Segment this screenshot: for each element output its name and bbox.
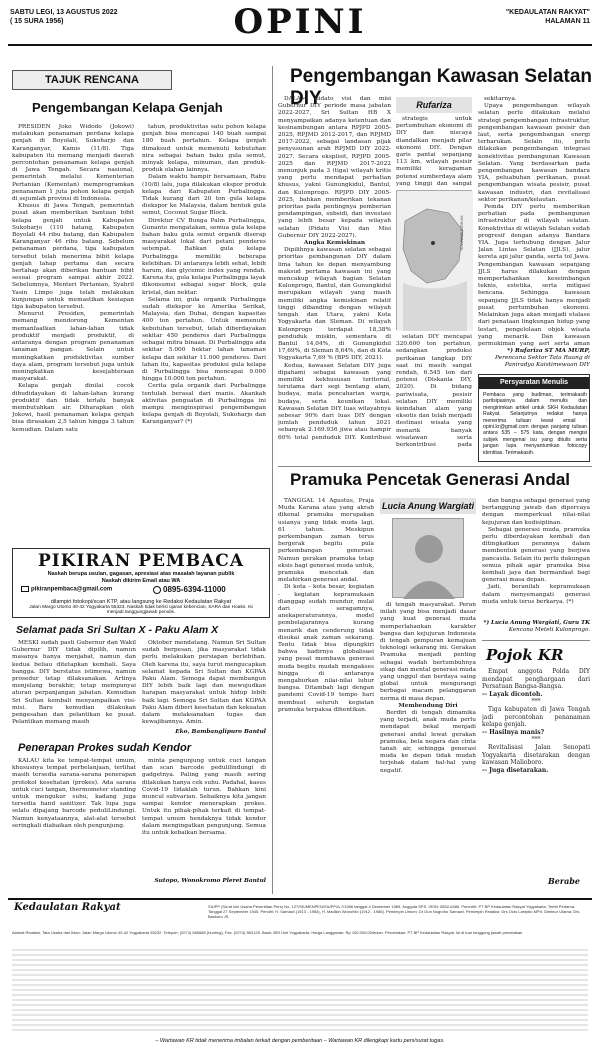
pojok-signature: Berabe bbox=[548, 876, 580, 886]
pikiran-line-3: dilampiri fotokopi/scan KTP, atau langsung ke Redaksi Kedaulatan Rakyat bbox=[50, 599, 232, 605]
letter1-author: Eko, Bambanglipuro Bantul bbox=[175, 729, 266, 735]
pojok-items bbox=[482, 668, 590, 868]
tajuk-title: Pengembangan Kelapa Genjah bbox=[32, 100, 223, 115]
main-col-3 bbox=[478, 96, 590, 346]
section-masthead: OPINI bbox=[233, 2, 367, 42]
pikiran-email-text: pikiranpembaca@gmail.com bbox=[31, 586, 113, 593]
tajuk-col-2 bbox=[142, 124, 266, 542]
pojok-response: -- Layak dicontoh. bbox=[482, 690, 543, 698]
tajuk-tag: TAJUK RENCANA bbox=[12, 70, 172, 90]
main-para: sekitarnya. bbox=[484, 96, 517, 102]
pramuka-col-1 bbox=[278, 498, 374, 890]
header-rule bbox=[8, 44, 592, 46]
tajuk-para: PRESIDEN Joko Widodo (Jokowi) melakukan penanaman perdana kelapa genjah di Boyolali, Sukoharjo dan Karanganyar, Kamis (11/8). Tiga kabupaten itu memang menjadi daerah percontohan penanaman kelapa genjah di Jawa Tengah. Secara nasional, pemerintah melalui Kementerian Pertanian (Kementan) memprogramkan penanaman 1 juta pohon kelapa genjah di sejumlah provinsi di Indonesia. bbox=[12, 124, 134, 203]
letter2-author: Sutopo, Wonokromo Pleret Bantul bbox=[154, 878, 266, 884]
header-page-number: HALAMAN 11 bbox=[545, 18, 590, 25]
header-date-hijri: ( 15 SURA 1956) bbox=[10, 18, 64, 25]
main-col-2b bbox=[396, 334, 472, 448]
photo-credit: KR-BUDI MAWANGI bbox=[459, 215, 464, 251]
pojok-separator: *** bbox=[531, 698, 541, 706]
pojok-rule bbox=[482, 640, 590, 641]
header-date-line: SABTU LEGI, 13 AGUSTUS 2022 bbox=[10, 9, 118, 16]
main-para: Pemda DIY perlu memberikan perhatian pada pembangunan infrastruktur di wilayah selatan. Konektivitas di wilayah Selatan sudah progresif dengan adanya Bandara YIA. Juga terhubung dengan Jalur Jalan Lintas Selatan (JJLS), jalur kereta api jalur ganda, serta tol Jawa. Pengembangan kawasan sepanjang JJLS harus dilakukan dengan mempertahankan keseimbangan teknis, estetika, serta mitigasi bencana. Sehingga kawasan sepanjang JJLS tidak hanya menjadi pusat pertumbuhan ekonomi. Melainkan juga akan menjadi etalase dari penataan lingkungan hidup yang lestari, pengelolaan objek wisata yang menarik. Dan kawasan permukiman yang asri serta aman bbox=[478, 204, 590, 346]
main-title: Pengembangan Kawasan Selatan DIY bbox=[290, 66, 592, 109]
map-image bbox=[396, 190, 472, 330]
main-col-2a bbox=[396, 116, 472, 186]
pramuka-rule bbox=[278, 466, 592, 467]
header-brand-name: "KEDAULATAN RAKYAT" bbox=[505, 9, 590, 16]
pojok-item: Revitalisasi Jalan Senopati Yogyakarta disetarakan dengan kawasan Malioboro. bbox=[482, 743, 590, 767]
writing-requirements-title: Persyaratan Menulis bbox=[479, 377, 589, 389]
letter2-para: minta pengunjung untuk cuci tangan dan scan barcode pedulilindungi di gadgetnya. Paling yang masih sering dilakukan hanya cek suhu. Padahal, kasus Covid-19 tidaklah turun. Bahkan kini muncul subvarian. Sebaiknya kita jangan sampai kendor menerapkan prokes. Untuk itu pihak-pihak terkait di tempat-tempat umum hendaknya tidak kendor dalam mengingatkan pengunjung. Semua itu untuk kebaikan bersama. bbox=[142, 758, 266, 837]
tajuk-para: Selama ini, gula organik Purbalingga sudah diekspor ke Amerika Serikat, Malaysia, dan Dubai, dengan kapasitas 400 ton pertahun. Untuk memenuhi kebutuhan tersebut, telah diberdayakan sekitar 450 penderes dari Purbalingga sebagai mitra binaan. Di Purbalingga ada sekitar 5.000 hektar lahan tanaman kelapa dan sekitar 11.000 penderes. Dari lahan itu, kapasitas produksi gula kelapa di Purbalingga bisa mencapai 9.000 hingga 10.000 ton pertahun. bbox=[142, 296, 266, 383]
main-col-1 bbox=[278, 96, 391, 448]
pikiran-pembaca-title: PIKIRAN PEMBACA bbox=[37, 551, 245, 571]
tajuk-para: Khusus di Jawa Tengah, pemerintah pusat akan memberikan bantuan bibit kelapa genjah untuk Kabupaten Sukoharjo (110 batang, Kabupaten Boyolali 44 ribu batang, dan Kabupaten Karanganyar 46 ribu batang. Sebelum penanaman perdana, tiga kabupaten tersebut telah menerima bibit kelapa genjah tahap pertama dan secara bertahap akan diberikan bantuan bibit sesuai program sampai akhir 2022. Sebelumnya, Menteri Pertanian, Syahril Yasin Limpo juga telah melakukan kunjungan untuk memastikan kesiapan tiga kabupaten tersebut. bbox=[12, 203, 134, 311]
main-para: Upaya pengembangan wilayah selatan perlu dilakukan melalui strategi pengembangan infrastruktur, pengembangan kawasan pesisir dan laut, serta pengembangan energi terbarukan. Selain itu, perlu dilakukan pengembangan integrasi konektivitas pembangunan Kawasan Selatan. Yang berdasarkan pada pengembangan kawasan bandara YIA, peluabuhan perikanan, pusat pengembangan wisata pesisir, pusat kawasan industri, dan revitalisasi sektor perikanan/kelautan. bbox=[478, 103, 590, 203]
pojok-response: -- Juga disetarakan. bbox=[482, 766, 549, 774]
main-para: selatan DIY mencapai 320.600 ton pertahun, sedangkan produksi perikanan tangkap DIY saat ini masih sangat rendah, 6.545 ton dari potensi (Diskanla DIY, 2020). Di bidang pariwisata, pesisir selatan DIY memiliki keindahan alam yang eksotis dan telah menjadi destinasi wisata yang menarik banyak wisatawan serta berkontribusi pada bbox=[396, 334, 472, 448]
footer-imprint bbox=[8, 898, 592, 1038]
pramuka-author bbox=[482, 620, 590, 634]
letter1-col-1 bbox=[12, 640, 136, 736]
letter1-title: Selamat pada Sri Sultan X - Paku Alam X bbox=[16, 624, 219, 636]
pikiran-pembaca-box bbox=[12, 548, 270, 618]
pramuka-title: Pramuka Pencetak Generasi Andal bbox=[290, 470, 571, 489]
main-para: Kedua, kawasan Selatan DIY juga dipahami sebagai kawasan yang memiliki kekhususan teritorial, terutama dari segi bentang alam, budaya, mata pencaharian warga, budaya, serta keunikan lokal. Kawasan Selatan DIY luas wilayahnya sebesar 90% dari luas DIY dengan jumlah penduduk tahun 2021 sebanyak 2.169.936 jiwa atau hampir 60% total penduduk DIY. Kontribusi bbox=[278, 362, 391, 441]
main-subhead: Angka Kemiskinan bbox=[303, 240, 366, 247]
footer-fine-print bbox=[12, 946, 588, 1032]
pojok-item: Empat anggota Polda DIY mendapat penghargaan dari Persatuan Bangsa-Bangsa. bbox=[482, 668, 590, 691]
letter2-col-2 bbox=[142, 758, 266, 876]
pramuka-col-2 bbox=[380, 602, 476, 890]
pramuka-para: Jadi, beranilah kepramukaan dalam menyemangati generasi muda untuk terus berkarya. (*) bbox=[482, 584, 590, 605]
footer-text-2: Alamat Redaksi, Tata Usaha dan Iklan: Jalan Margo Utomo 40-42 Yogyakarta 55232. Telepon: (0274) 565685 (hunting), Fax: (0274) 563125. Bank: BRI Unit Yogyakarta. Harga Langganan: Rp 100.000,00/bulan. Percetakan: PT BP Kedaulatan Rakyat. Isi di luar tanggung jawab percetakan. bbox=[12, 930, 524, 935]
header-brand bbox=[506, 8, 590, 26]
pikiran-phone-text: 0895-6394-11000 bbox=[163, 585, 226, 594]
tajuk-para: Dalam waktu hampir bersamaan, Rabu (10/8) lalu, juga dilakukan ekspor produk kelapa dari Kabupaten Purbalingga. Tidak kurang dari 20 ton gula kelapa diekspor ke Malaysia, dalam bentuk gula semut, Coconut Sugar Block. bbox=[142, 174, 266, 217]
tajuk-para: tahun, produktivitas satu pohon kelapa genjah bisa mencapai 140 buah sampai 180 buah pertahun. Kelapa genjah dimaksud untuk memenuhi kebutuhan nira sebagai bahan baku gula semut, minyak kelapa, minuman, dan produk-produk olahan lainnya. bbox=[142, 124, 266, 174]
letter2-col-1 bbox=[12, 758, 136, 892]
whatsapp-icon bbox=[153, 586, 161, 594]
pojok-item: Tiga kabupaten di Jawa Tengah jadi percontohan penanaman kelapa genjah. bbox=[482, 705, 590, 729]
pikiran-email bbox=[21, 586, 141, 596]
pojok-title: Pojok KR bbox=[486, 646, 564, 664]
email-icon bbox=[21, 586, 29, 592]
pramuka-para: Di kota - kota besar, kegiatan - kegiatan kepramukaan dianggap sudah mundur, mulai dari seragamnya, anekaperaturannya, model pembelajarannya kurang menarik dan cenderung tidak disukai anak zaman sekarang. Tentu tidak bisa dipungkiri bahwa hadirnya globalisasi yang pesat membawa generasi muda begitu mudah mengakses hingga di antaranya mengaburkan nilai-nilai luhur bangsa. Ditambah lagi dengan pandemi Covid-19 tempo hari membuat seluruh kegiatan pramuka terpaksa dihentikan. bbox=[278, 584, 374, 713]
letter1-para: MESKI sudah pasti Gubernur dan Wakil Gubernur DIY tidak dipilih, namun masanya hanya menjabat, namun dan kedua beliau ditetapkan kembali. Saya bangga. DIY berstatus istimewa, namun prosedur tetap dilaksanakan. Artinya menjelang berakhir, tetap mempunyai aturan perpanjangan jabatan. Kemudian Sri Sultan kembali menyampaikan visi-misi. Baru kemudian dilakukan pengesahan dan pelantikan ke pusat. Pelantikan memang masih bbox=[12, 640, 136, 726]
main-para: Dipilihnya kawasan selatan sebagai prioritas pembangunan DIY dalam lima tahun ke depan menyambung maksud pertama kawasan ini yang mencakup wilayah bagian Selatan Kulonprogo, Bantul, dan Gunungkidul merupakan wilayah yang masih memiliki angka kemiskinan relatif tinggi dibanding dengan wilayah tengah dan Utara, yakni Kota Yogyakarta dan Sleman. Di wilayah Kulonprogo terdapat 18,38% penduduk miskin, sementara di Bantul 14,04%, di Gunungkidul 17,69%, di Sleman 8,64%, dan di Kota Yogyakarta 7,69 % (BPS DIY, 2021). bbox=[278, 247, 391, 362]
pojok-separator: *** bbox=[531, 736, 541, 744]
pramuka-author-role: Kencana Meteti Kulonprogo. bbox=[508, 627, 590, 633]
pramuka-para: dan bangsa sebagai generasi yang bertanggung jawab dan dipercaya dengan memperkuat nilai-nilai kejujuran dan kedisiplinan. bbox=[482, 498, 590, 526]
letter1-col-2 bbox=[142, 640, 266, 728]
main-para: DALAM pidato visi dan misi Gubernur DIY periode masa jabatan 2022-2027, Sri Sultan HB X menyampaikan adanya ketentuan dan kesinambungan antara RPJPD 2005-2025, RPJMD 2012-2017, dan RPJMD 2017-2022, sebagai landasan pijak penyusunan arah RPJMD DIY 2022-2027. Secara eksplisit, RPJPD 2005-2025 dan RPJMD 2017-2022 menunjuk pada 3 (tiga) wilayah kritis yang perlu mendapat perhatian khusus, yakni Gunungkidul, Bantul, dan Kulonprogo. RPJPD DIY 2005-2025, bahkan memberikan tekanan prioritas pada pentingnya pemberian pendampingan, subsidi, dan investasi yang lebih besar kepada wilayah selatan (Pidato Visi dan Misi Gubernur DIY 2022-2027). bbox=[278, 96, 391, 239]
letter1-para: Oktober mendatang. Namun Sri Sultan sudah berpesan, jika masyarakat tidak perlu melakukan persiapan berlebihan. Oleh karena itu, saya turut mengucapkan selamat kepada Sri Sultan dan KGPAA Paku Alam. Semoga dapat membangun DIY lebih baik lagi dan mewujudkan harapan masyarakat untuk hidup lebih baik lagi. Semoga Sri Sultan dan KGPAA Paku Alam diberi kesehatan dan kekuatan dalam melaksanakan tugas dan kewajibannya. Amin. bbox=[142, 640, 266, 726]
tajuk-para: Menurut Presiden, pemerintah memang mendorong Kementan memanfaatkan lahan-lahan tidak produktif menjadi produktif, di antaranya dengan program penanaman tanaman pangan. Selain untuk meningkatkan produktivitas sumber daya alam, program tersebut juga untuk meningkatkan kesejahteraan masyarakat. bbox=[12, 311, 134, 383]
footer-disclaimer: – Wartawan KR tidak menerima imbalan terkait dengan pemberitaan – Wartawan KR dilengkapi kartu pers/surat tugas. bbox=[155, 1038, 445, 1044]
main-author-name: *) Rufariza ST MA MURP, bbox=[507, 348, 590, 354]
pramuka-para: di tengah masyarakat. Peran inilah yang bisa menjadi dasar yang kuat generasi muda memperlahankan karakter bangsa dan kejujuran Indonesia di tengah gempuran kemajuan teknologi sekarang ini. Gerakan Pramuka menjadi penting sebagai wadah bertumbuhnya sikap dan mental generasi muda yang unggul dan berdaya saing global untuk mengurangi berbagai macam pelanggaran norma di masa depan. bbox=[380, 602, 476, 702]
writing-requirements-text: Pembaca yang budiman, terimakasih partisipasinya dalam menulis dan mengirimkan artikel untuk SKH Kedaulatan Rakyat. Selanjutnya redaksi hanya menerima tulisan lewat email : opini.kr@gmail.com dengan panjang tulisan antara 535 – 575 kata, dengan mengisi subjek mengenai isu yang ditulis serta jangan lupa menyantumkan fotocopy identitas. Terimakasih. bbox=[483, 392, 587, 456]
writing-requirements-box bbox=[478, 374, 590, 462]
pojok-response: -- Hasilnya manis? bbox=[482, 728, 545, 736]
tajuk-para: Direktur CV Bunga Palm Purbalingga, Gunanto mengatakan, semua gula kelapa bahan baku gula semut organik diserap masyarakat lokal dari petani penderes setempat. Bahkan gula kelapa Purbalingga memiliki beberapa kelebihan. Di antaranya lebih sehat, lebih harum, dan glycemic index yang rendah. Karena itu, gula kelapa Purbalingga layak dikonsumsi sebagai sugar block, gula kristal, dan nektar. bbox=[142, 217, 266, 296]
pramuka-para: TANGGAL 14 Agustus, Praja Muda Karana atau yang akrab dikenal pramuka merupakan usianya yang tidak muda lagi, 61 tahun. Meskipun perkembangan zaman terus bergerak begitu pula perkembangan generasi. Namun gerakan pramuka tetap eksis bagi generasi muda untuk, pramuka mencetak dan melahirkan generasi andal. bbox=[278, 498, 374, 584]
main-author bbox=[478, 348, 590, 369]
pramuka-author-name: *) Lucia Anung Wargiati, Guru TK bbox=[483, 620, 590, 626]
pikiran-line-4: Jalan Margo Utomo 40-42 Yogyakarta 55323. Naskah tidak berisi ujaran kebencian, SARA dan Hoaks. Isi menjadi tanggungjawab penulis. bbox=[29, 605, 253, 615]
letter2-para: KALAU kita ke tempat-tempat umum, khususnya tempat perbelanjaan, terlihat masih tersedia sarana-sarana penerapan protokol kesehatan (prokes). Ada sarana untuk cuci tangan, thermometer standing untuk mengukur suhu, kadang juga tersedia hand sanitizer. Tak lupa juga selalu dipajang barcode peduliLindungi. Namun kenyataannya, alat-alat tersebut seringkali diabaikan oleh pengunjung. bbox=[12, 758, 136, 829]
pikiran-line-2: Naskah dikirim Email atau WA bbox=[101, 578, 181, 584]
footer-masthead: Kedaulatan Rakyat bbox=[14, 902, 121, 913]
map-graphic bbox=[397, 191, 473, 331]
column-divider bbox=[272, 66, 273, 894]
pramuka-col-3 bbox=[482, 498, 590, 618]
pramuka-author-tag: Lucia Anung Wargiati bbox=[380, 498, 476, 514]
letter2-title: Penerapan Prokes sudah Kendor bbox=[18, 742, 191, 754]
pramuka-subhead: Membendung Diri bbox=[398, 702, 458, 709]
main-quote-box: Rufariza bbox=[396, 97, 472, 113]
main-author-role: Perencana Sektor Tata Ruang di Paniradya Kaistimewaan DIY bbox=[495, 355, 590, 368]
pikiran-line-1: Naskah berupa usulan, gagasan, apresiasi atas masalah layanan publik bbox=[47, 571, 235, 577]
pikiran-phone bbox=[153, 585, 263, 596]
pramuka-para: Berdiri di tengah dimamika yang terjadi, anak muda perlu mendapat bekal menjadi generasi andal lewat gerakan pramuka, bela negara dan cinta tanah air, sehingga generasi muda ke depan tidak mudah terjebak dalam hal-hal yang negatif. bbox=[380, 710, 476, 774]
pramuka-para: Sebagai generasi muda, pramuka perlu diberdayakan kembali dan ditingkatkan perannya dalam membentuk generasi yang berjiwa pancasila. Selain itu perlu dukungan semua pihak agar pramuka bisa kembali jaya dan bermanfaat bagi generasi masa depan. bbox=[482, 526, 590, 584]
tajuk-para: Cerita gula organik dari Purbalingga tentulah berasal dari manis. Akankah aktivitas penguatan di Purbalingga ini mampu menginspirasi pengembangan kelapa genjah di Boyolali, Sukoharjo dan Karanganyar? (*) bbox=[142, 383, 266, 426]
author-photo bbox=[392, 518, 464, 598]
footer-text-1: SIUPP (Surat Izin Usaha Penerbitan Pers) No. 127/SK/MENPEN/SIUPP/A.7/1986 tanggal 4 Desember 1985. Anggota SPS. ISSN: 0852-6486. Penerbit: PT BP Kedaulatan Rakyat Yogyakarta. Terbit Pertama: Tanggal 27 September 1945. Pendiri: H. Samawi (1913 - 1984), H. Madikin Wonohito (1912 - 1986). Pemimpin Umum: Dr Gun Nugroho Samawi. Pemimpin Redaksi: Drs Octo Lampito MPd. Direktur Utama: Drs Baskoro JS. bbox=[208, 904, 580, 919]
tajuk-col-1 bbox=[12, 124, 134, 542]
main-para: strategis untuk pertumbuhan ekonomi di DIY dan niscaya diandalkan menjadi pilar ekonomi DIY. Dengan garis pantai sepanjang 113 km, wilayah pesisir memiliki keragaman potensi sumberdaya alam yang tinggi dan sangat bbox=[396, 116, 472, 186]
tajuk-para: Kelapa genjah dinilai cocok dibudidayakan di lahan-lahan kurang produktif dan tidak terlalu banyak membutuhkan air. Diharapkan oleh Jokowi, hasil penanaman kelapa genjah bisa dirasakan 2,5 tahun hingga 3 tahun kemudian. Dalam satu bbox=[12, 383, 134, 433]
person-silhouette-icon bbox=[393, 519, 465, 599]
